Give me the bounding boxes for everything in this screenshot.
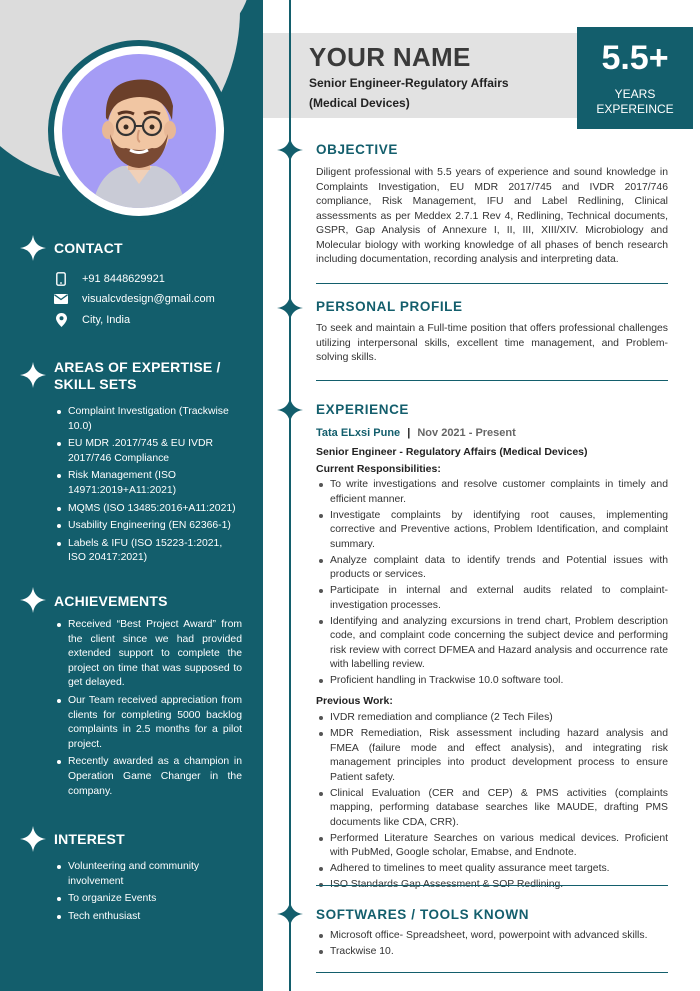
avatar: [62, 54, 216, 208]
section-star-icon: [20, 362, 46, 388]
list-item: Proficient handling in Trackwise 10.0 software tool.: [316, 674, 668, 689]
section-star-icon: [20, 587, 46, 613]
section-divider: [316, 972, 668, 973]
timeline-star-icon: [277, 137, 303, 163]
expertise-title-line2: SKILL SETS: [54, 376, 137, 392]
list-item: IVDR remediation and compliance (2 Tech Files): [316, 711, 668, 726]
section-divider: [316, 283, 668, 284]
contact-title: CONTACT: [54, 240, 123, 256]
position-title: Senior Engineer - Regulatory Affairs (Medical Devices): [316, 446, 588, 458]
section-divider: [316, 380, 668, 381]
list-item: Identifying and analyzing excursions in trend chart, Problem description code, and complaint code concerning the subject device and performing risk review with correct DFMEA and Hazard analysis and occurrence rate with labelling review.: [316, 615, 668, 673]
section-star-icon: [20, 235, 46, 261]
email-text: visualcvdesign@gmail.com: [82, 293, 215, 305]
section-star-icon: [20, 826, 46, 852]
list-item: Analyze complaint data to identify trends and Potential issues with products or services.: [316, 554, 668, 583]
list-item: Recently awarded as a champion in Operation Game Changer in the company.: [54, 755, 242, 799]
objective-text: Diligent professional with 5.5 years of experience and sound knowledge in Complaints Investigation, EU MDR 2017/745 and IVDR 2017/746 compliance, Risk Management, IFU and Label Redlining, Clinical assessments as per Meddex 2.7.1 Rev 4, Redlining, Technical documents, GSPR, Gap Analysis of Annexure I, II, III, XIII/XIV. Microbiology and Molecular biology with working knowledge of all phases of bench research including documentation, recording analysis and interpreting data.: [316, 167, 668, 265]
experience-label: EXPEREINCE: [596, 102, 674, 116]
profile-title: PERSONAL PROFILE: [316, 299, 463, 314]
expertise-title: [54, 359, 221, 393]
interest-list: [54, 860, 242, 927]
list-item: Clinical Evaluation (CER and CEP) & PMS activities (complaints mapping, performing database searches like MAUDE, drafting PMS documents like CDA, CRR).: [316, 787, 668, 831]
software-title: SOFTWARES / TOOLS KNOWN: [316, 907, 530, 922]
list-item: Complaint Investigation (Trackwise 10.0): [54, 405, 242, 434]
list-item: Risk Management (ISO 14971:2019+A11:2021): [54, 469, 242, 498]
achievements-list: [54, 618, 242, 802]
list-item: Volunteering and community involvement: [54, 860, 242, 889]
list-item: Microsoft office- Spreadsheet, word, powerpoint with advanced skills.: [316, 929, 668, 944]
current-responsibilities-label: Current Responsibilities:: [316, 463, 441, 475]
contact-phone[interactable]: [54, 271, 165, 287]
current-responsibilities-list: [316, 478, 668, 690]
list-item: Labels & IFU (ISO 15223-1:2021, ISO 20417:2021): [54, 537, 242, 566]
profile-text: To seek and maintain a Full-time position that offers professional challenges utilizing interpersonal skills, excellent time management, and Problem-solving skills.: [316, 323, 668, 363]
role-subtitle: (Medical Devices): [309, 96, 410, 110]
previous-work-list: [316, 711, 668, 894]
previous-work-label: Previous Work:: [316, 695, 393, 707]
phone-text: +91 8448629921: [82, 273, 165, 285]
list-item: Usability Engineering (EN 62366-1): [54, 519, 242, 534]
software-list: [316, 929, 668, 961]
role-title: Senior Engineer-Regulatory Affairs: [309, 76, 509, 90]
list-item: Trackwise 10.: [316, 945, 668, 960]
contact-email[interactable]: [54, 291, 215, 307]
list-item: Participate in internal and external audits related to complaint-investigation processes.: [316, 584, 668, 613]
phone-icon: [54, 272, 68, 286]
avatar-illustration: [62, 54, 216, 208]
list-item: Our Team received appreciation from clients for completing 5000 backlog complaints in 2.5 months for a pilot project.: [54, 694, 242, 752]
list-item: MQMS (ISO 13485:2016+A11:2021): [54, 502, 242, 517]
expertise-title-line1: AREAS OF EXPERTISE /: [54, 359, 221, 375]
list-item: Performed Literature Searches on various medical devices. Proficient with PubMed, Google scholar, Emabse, and Endnote.: [316, 832, 668, 861]
separator: |: [407, 427, 411, 439]
list-item: To organize Events: [54, 892, 242, 907]
years-value: 5.5+: [601, 39, 669, 77]
candidate-name: YOUR NAME: [309, 42, 471, 72]
achievements-title: ACHIEVEMENTS: [54, 593, 168, 609]
timeline-star-icon: [277, 901, 303, 927]
expertise-list: [54, 405, 242, 569]
experience-title: EXPERIENCE: [316, 402, 410, 417]
list-item: Investigate complaints by identifying root causes, implementing corrective and Preventive actions, Problem Identification, and complaint summary.: [316, 509, 668, 553]
list-item: Adhered to timelines to meet quality assurance meet targets.: [316, 862, 668, 877]
list-item: To write investigations and resolve customer complaints in timely and efficient manner.: [316, 478, 668, 507]
list-item: Received “Best Project Award” from the client since we had provided extended support to complete the project on time that was supposed to get delayed.: [54, 618, 242, 691]
experience-badge: [577, 27, 693, 129]
years-label: YEARS: [614, 87, 656, 101]
section-divider: [316, 885, 668, 886]
location-text: City, India: [82, 314, 131, 326]
list-item: MDR Remediation, Risk assessment including hazard analysis and FMEA (failure mode and effect analysis), and integrating risk management principles into product development process to ensure Patient safety.: [316, 727, 668, 785]
contact-location: [54, 312, 130, 328]
interest-title: INTEREST: [54, 831, 125, 847]
experience-company-line: [316, 427, 516, 439]
company-name: Tata ELxsi Pune: [316, 427, 401, 439]
list-item: Tech enthusiast: [54, 910, 242, 925]
mail-icon: [54, 292, 68, 306]
sidebar: [0, 0, 263, 991]
objective-title: OBJECTIVE: [316, 142, 398, 157]
list-item: EU MDR .2017/745 & EU IVDR 2017/746 Compliance: [54, 437, 242, 466]
employment-period: Nov 2021 - Present: [417, 427, 516, 439]
timeline-star-icon: [277, 295, 303, 321]
location-pin-icon: [54, 313, 68, 327]
timeline-star-icon: [277, 397, 303, 423]
